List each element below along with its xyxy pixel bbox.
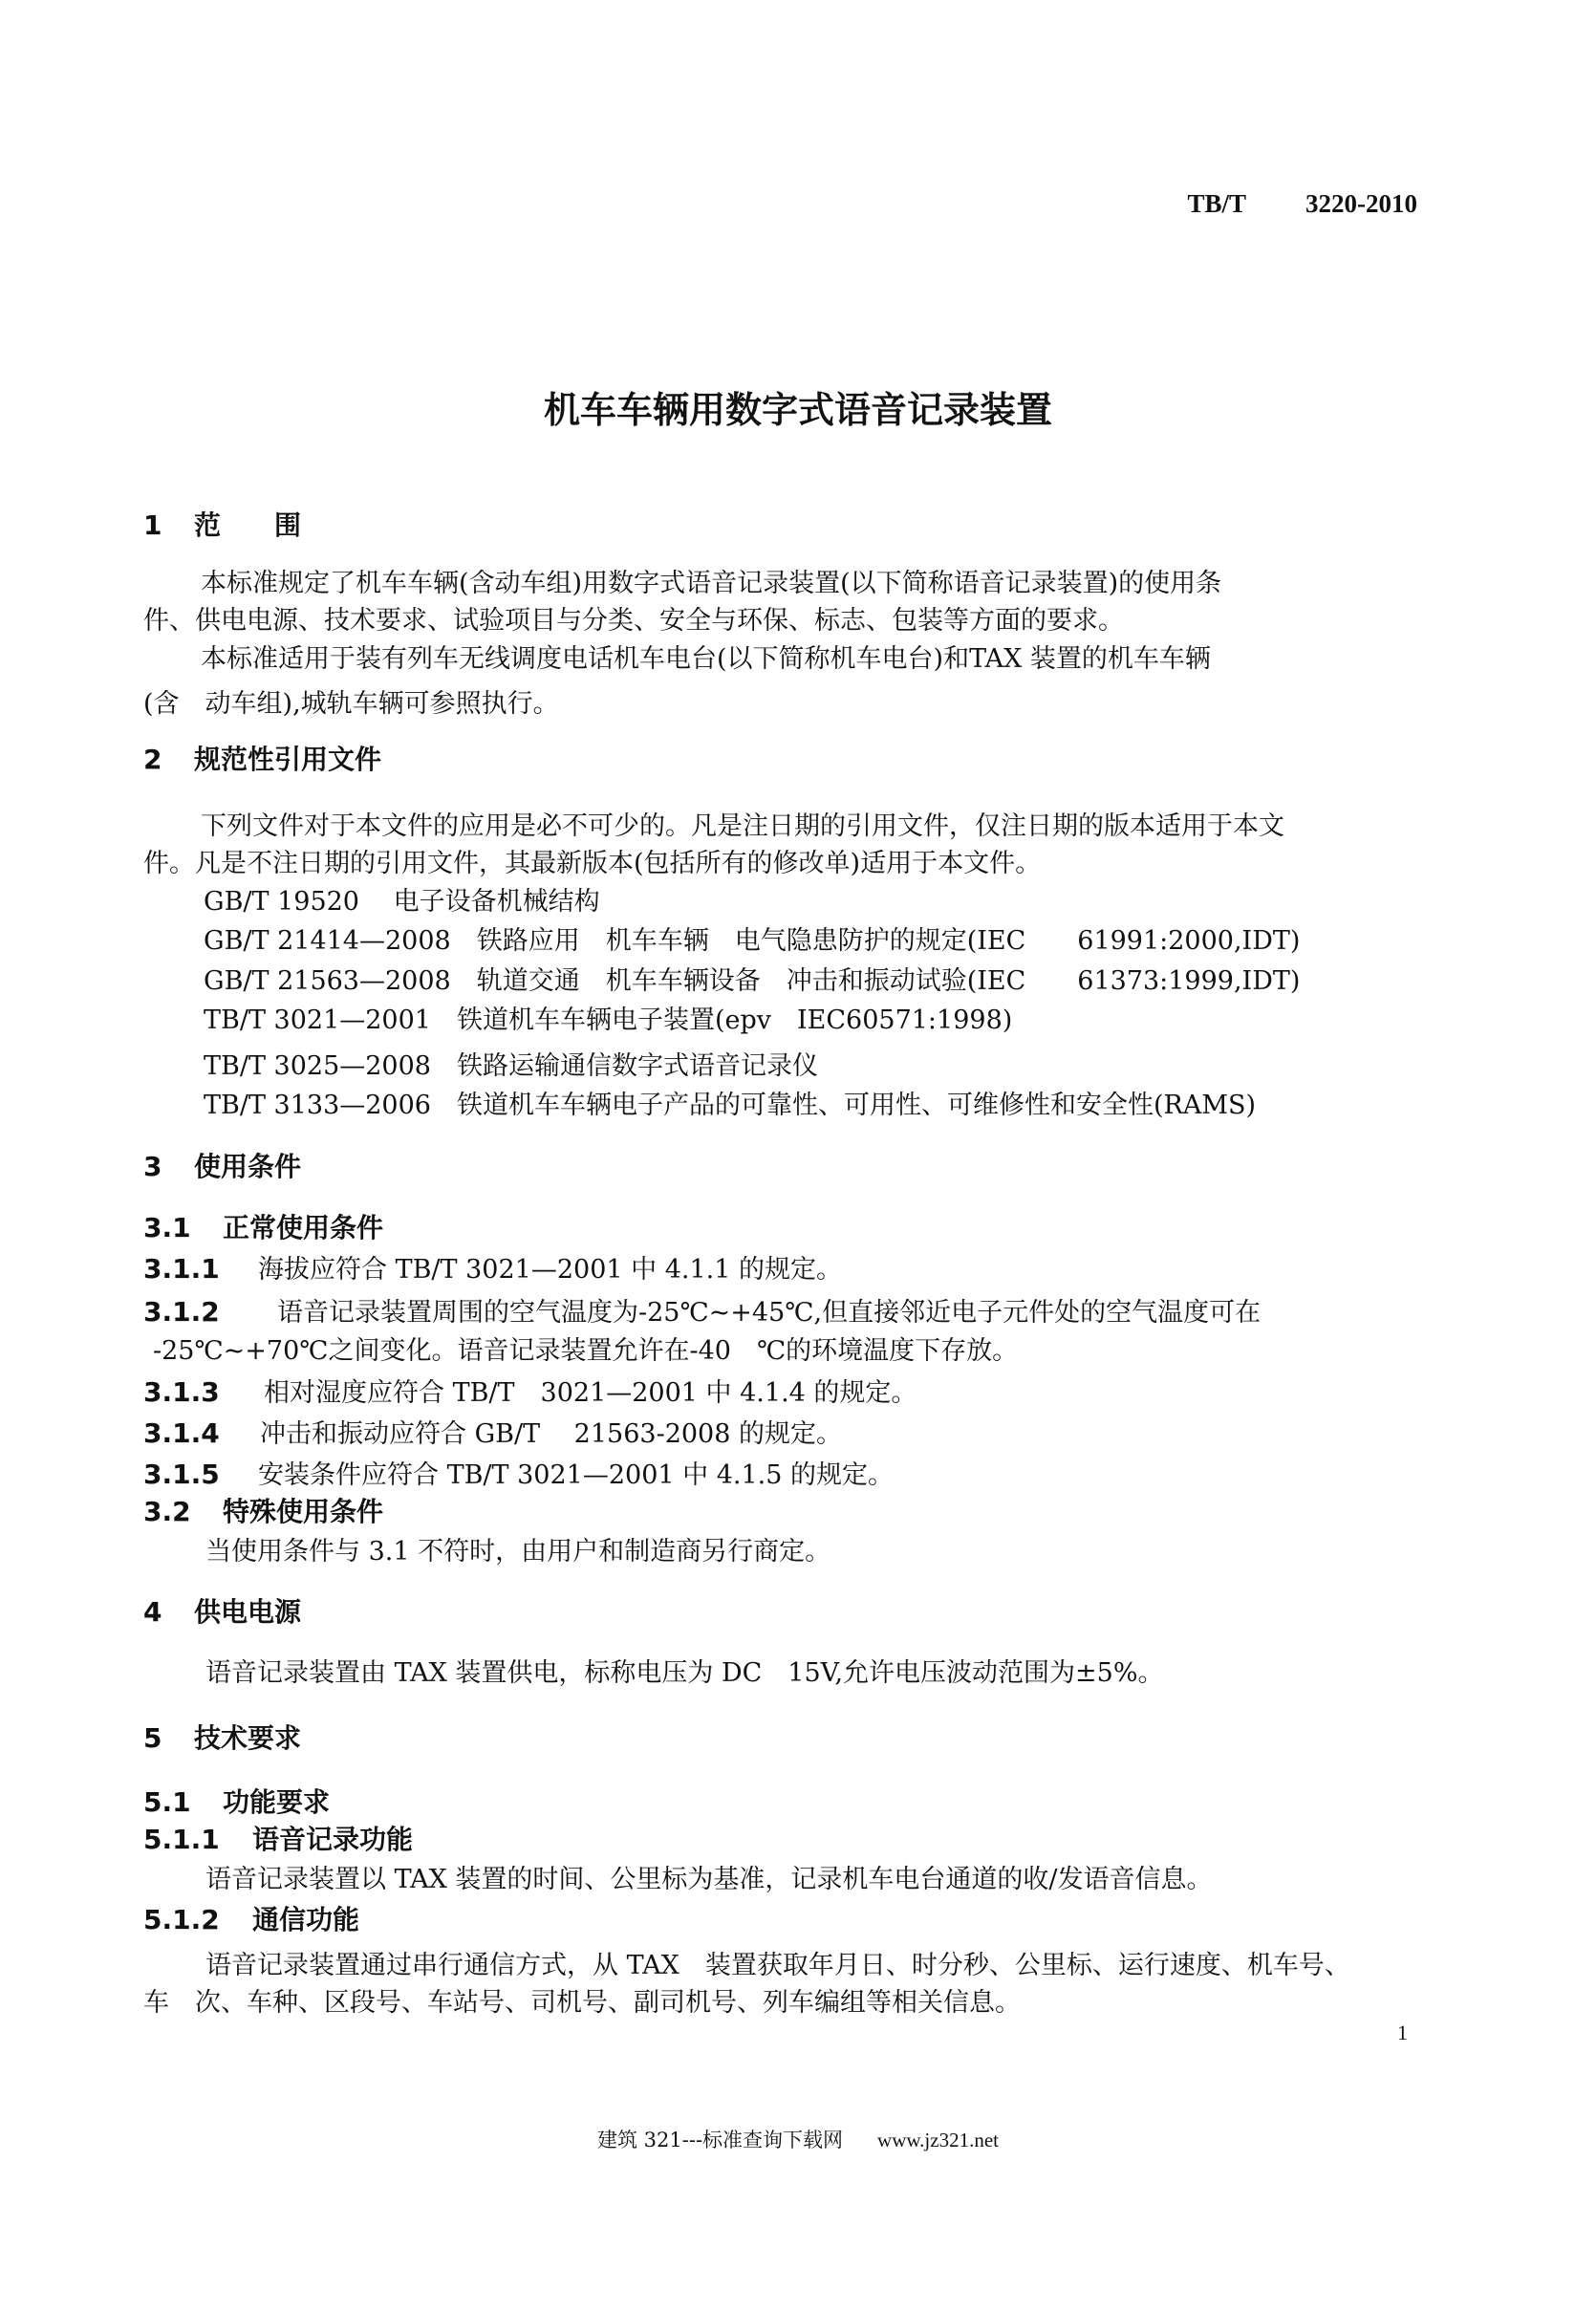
section-5-heading [143,1718,301,1756]
section-title: 范 围 [194,509,302,541]
subsection-5-1-1-heading [143,1819,413,1857]
section-2-heading [143,739,381,777]
standard-number [1187,189,1417,219]
clause-3-1-4 [143,1413,842,1450]
section-number: 1 [143,509,162,541]
clause-number: 3.1.1 [143,1253,220,1285]
section-number: 3 [143,1151,162,1182]
subsection-number: 3.1 [143,1212,191,1243]
clause-text: 冲击和振动应符合 GB/T 21563-2008 的规定。 [260,1419,842,1449]
subsection-title: 正常使用条件 [223,1212,384,1243]
clause-number: 3.1.3 [143,1376,220,1408]
reference-item: GB/T 21563—2008 轨道交通 机车车辆设备 冲击和振动试验(IEC 61373:1999,IDT) [204,966,1301,996]
subsection-3-2-heading [143,1491,383,1529]
section-number: 5 [143,1722,162,1754]
clause-3-1-3 [143,1372,917,1409]
clause-text: 语音记录装置周围的空气温度为-25℃~+45℃,但直接邻近电子元件处的空气温度可在 [277,1298,1262,1328]
clause-3-1-5 [143,1454,894,1491]
paragraph-line: 当使用条件与 3.1 不符时，由用户和制造商另行商定。 [205,1537,831,1567]
section-title: 供电电源 [194,1596,302,1628]
paragraph-line: 语音记录装置通过串行通信方式，从 TAX 装置获取年月日、时分秒、公里标、运行速度、机车号、 [205,1951,1350,1980]
subsection-5-1-heading [143,1782,330,1820]
clause-text: 安装条件应符合 TB/T 3021—2001 中 4.1.5 的规定。 [258,1460,894,1490]
subsection-title: 特殊使用条件 [223,1496,384,1527]
page-number: 1 [1397,2021,1408,2044]
clause-text: 海拔应符合 TB/T 3021—2001 中 4.1.1 的规定。 [258,1255,842,1285]
reference-item: TB/T 3021—2001 铁道机车车辆电子装置(epv IEC60571:1998) [204,1005,1013,1035]
subsection-3-1-heading [143,1207,383,1245]
subsection-5-1-2-heading [143,1899,359,1937]
section-number: 2 [143,744,162,775]
paragraph-line: 件、供电电源、技术要求、试验项目与分类、安全与环保、标志、包装等方面的要求。 [143,606,1124,636]
standard-prefix: TB/T [1187,189,1246,218]
subsection-title: 语音记录功能 [252,1824,414,1855]
clause-text: 相对湿度应符合 TB/T 3021—2001 中 4.1.4 的规定。 [264,1378,917,1408]
paragraph-line: 下列文件对于本文件的应用是必不可少的。凡是注日期的引用文件，仅注日期的版本适用于本文 [201,811,1284,841]
paragraph-line: 语音记录装置由 TAX 装置供电，标称电压为 DC 15V,允许电压波动范围为±5%。 [205,1658,1164,1688]
subsection-number: 5.1.2 [143,1904,220,1935]
section-4-heading [143,1591,301,1630]
subsection-number: 5.1 [143,1786,191,1818]
reference-item: TB/T 3025—2008 铁路运输通信数字式语音记录仪 [204,1051,818,1081]
paragraph-line: -25℃~+70℃之间变化。语音记录装置允许在-40 ℃的环境温度下存放。 [153,1336,1019,1366]
footer-url: www.jz321.net [877,2129,999,2151]
clause-number: 3.1.4 [143,1417,220,1449]
clause-3-1-2 [143,1291,1261,1329]
page-footer [0,2125,1596,2153]
paragraph-line: 本标准规定了机车车辆(含动车组)用数字式语音记录装置(以下简称语音记录装置)的使用条 [201,569,1222,598]
subsection-number: 3.2 [143,1496,191,1527]
paragraph-line: 车 次、车种、区段号、车站号、司机号、副司机号、列车编组等相关信息。 [143,1988,1021,2018]
reference-item: GB/T 21414—2008 铁路应用 机车车辆 电气隐患防护的规定(IEC 61991:2000,IDT) [204,926,1301,956]
footer-text: 建筑 321---标准查询下载网 [597,2129,844,2151]
section-3-heading [143,1146,301,1184]
section-1-heading [143,505,301,543]
document-title: 机车车辆用数字式语音记录装置 [543,389,1052,431]
subsection-title: 功能要求 [223,1786,331,1818]
subsection-title: 通信功能 [252,1904,360,1935]
section-title: 规范性引用文件 [194,744,382,775]
standard-code: 3220-2010 [1305,189,1417,218]
paragraph-line: 件。凡是不注日期的引用文件，其最新版本(包括所有的修改单)适用于本文件。 [143,849,1042,878]
clause-3-1-1 [143,1248,842,1286]
clause-number: 3.1.5 [143,1459,220,1490]
section-number: 4 [143,1596,162,1628]
section-title: 技术要求 [194,1722,302,1754]
clause-number: 3.1.2 [143,1296,220,1328]
paragraph-line: 语音记录装置以 TAX 装置的时间、公里标为基准，记录机车电台通道的收/发语音信息。 [205,1865,1213,1894]
subsection-number: 5.1.1 [143,1824,220,1855]
section-title: 使用条件 [194,1151,302,1182]
reference-item: TB/T 3133—2006 铁道机车车辆电子产品的可靠性、可用性、可维修性和安全性(RAMS) [204,1091,1257,1120]
paragraph-line: (含 动车组),城轨车辆可参照执行。 [143,689,559,719]
paragraph-line: 本标准适用于装有列车无线调度电话机车电台(以下简称机车电台)和TAX 装置的机车车辆 [201,644,1211,674]
reference-item: GB/T 19520 电子设备机械结构 [204,887,600,917]
